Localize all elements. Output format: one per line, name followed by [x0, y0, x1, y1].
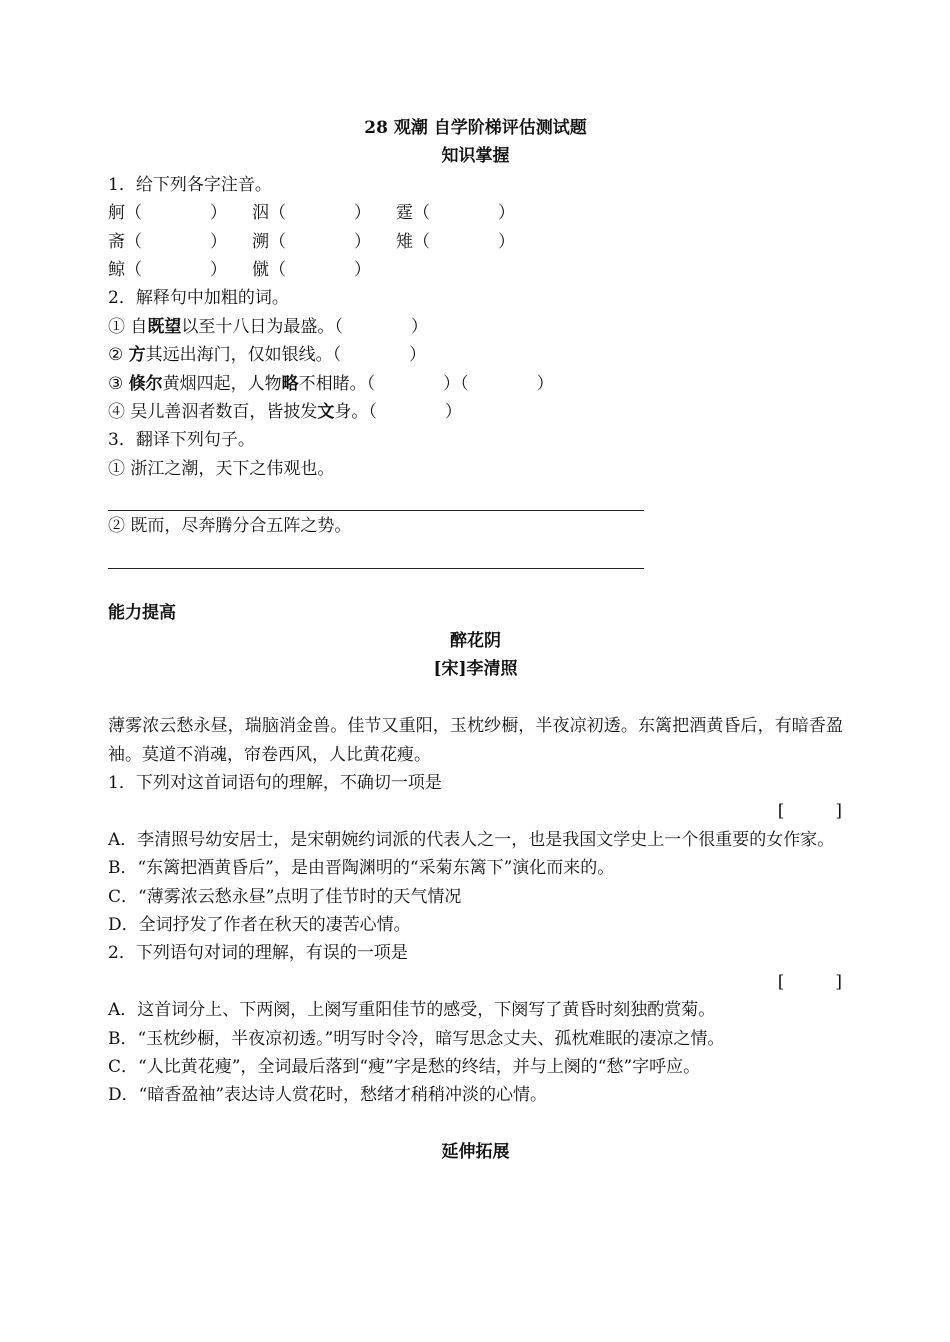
pinyin-item: 舸（ ）	[108, 203, 227, 224]
document-page	[108, 114, 843, 1167]
explain-item: ③ 倏尔黄烟四起，人物略不相睹。（ ）（ ）	[108, 373, 554, 394]
option-c: C．“人比黄花瘦”，全词最后落到“瘦”字是愁的终结，并与上阕的“愁”字呼应。	[108, 1056, 701, 1077]
answer-line	[108, 541, 644, 569]
option-b: B．“玉枕纱橱，半夜凉初透。”明写时令冷，暗写思念丈夫、孤枕难眠的凄凉之情。	[108, 1028, 725, 1049]
pinyin-row	[108, 228, 843, 256]
option-c: C．“薄雾浓云愁永昼”点明了佳节时的天气情况	[108, 886, 462, 907]
option-a: A．李清照号幼安居士，是宋朝婉约词派的代表人之一，也是我国文学史上一个很重要的女作家。	[108, 829, 835, 850]
pinyin-item: 雉（ ）	[396, 231, 515, 252]
section-heading-ability: 能力提高	[108, 602, 176, 623]
explain-item: ② 方其远出海门，仅如银线。（ ）	[108, 345, 427, 366]
poem-title: 醉花阴	[450, 631, 501, 652]
question-3-prompt: 3．翻译下列句子。	[108, 430, 255, 451]
pinyin-item: 鲸（ ）	[108, 259, 227, 280]
spacer	[108, 570, 843, 598]
poem-question-2-prompt: 2．下列语句对词的理解，有误的一项是	[108, 943, 408, 964]
document-title: 28 观潮 自学阶梯评估测试题	[364, 118, 587, 138]
answer-bracket: [ ]	[777, 971, 842, 992]
translate-sentence-2: ② 既而，尽奔腾分合五阵之势。	[108, 516, 352, 537]
section-heading-knowledge: 知识掌握	[441, 146, 510, 167]
pinyin-item: 溯（ ）	[252, 231, 371, 252]
poem-text: 薄雾浓云愁永昼，瑞脑消金兽。佳节又重阳，玉枕纱橱，半夜凉初透。东篱把酒黄昏后，有暗香盈袖。莫道不消魂，帘卷西风，人比黄花瘦。	[108, 716, 843, 765]
question-2-prompt: 2．解释句中加粗的词。	[108, 288, 289, 309]
pinyin-row	[108, 256, 843, 284]
pinyin-item: 僦（ ）	[252, 259, 371, 280]
option-a: A．这首词分上、下两阕，上阕写重阳佳节的感受，下阕写了黄昏时刻独酌赏菊。	[108, 1000, 716, 1021]
answer-line	[108, 483, 644, 511]
spacer	[108, 684, 843, 712]
poem-author: [宋]李清照	[433, 659, 518, 680]
question-1-prompt: 1．给下列各字注音。	[108, 174, 272, 195]
option-b: B．“东篱把酒黄昏后”，是由晋陶渊明的“采菊东篱下”演化而来的。	[108, 858, 615, 879]
section-heading-extension: 延伸拓展	[441, 1142, 510, 1163]
spacer	[108, 1110, 843, 1138]
explain-item: ④ 吴儿善泅者数百，皆披发文身。（ ）	[108, 401, 462, 422]
translate-sentence-1: ① 浙江之潮，天下之伟观也。	[108, 458, 335, 479]
pinyin-item: 斋（ ）	[108, 231, 227, 252]
option-d: D．“暗香盈袖”表达诗人赏花时，愁绪才稍稍冲淡的心情。	[108, 1085, 548, 1106]
pinyin-row	[108, 199, 843, 227]
poem-question-1-prompt: 1．下列对这首词语句的理解，不确切一项是	[108, 773, 442, 794]
explain-item: ① 自既望以至十八日为最盛。（ ）	[108, 316, 428, 337]
option-d: D．全词抒发了作者在秋天的凄苦心情。	[108, 914, 411, 935]
answer-bracket: [ ]	[777, 801, 842, 822]
pinyin-item: 泅（ ）	[252, 203, 371, 224]
pinyin-item: 霆（ ）	[396, 203, 515, 224]
